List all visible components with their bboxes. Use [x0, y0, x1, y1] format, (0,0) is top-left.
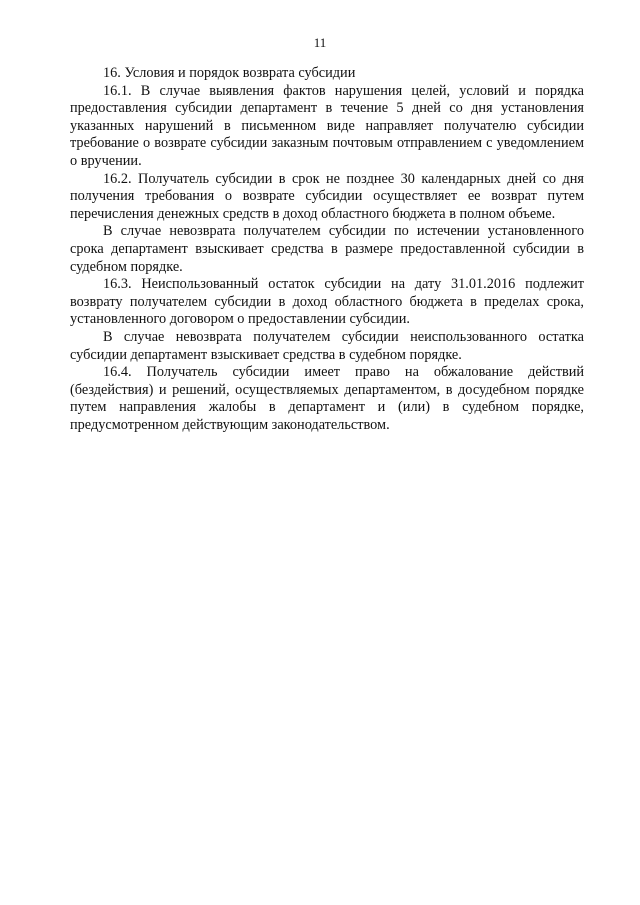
- page-number: 11: [313, 35, 327, 50]
- paragraph-16-4: 16.4. Получатель субсидии имеет право на обжалование действий (бездействия) и решений, осуществляемых департаментом, в досудебном порядке путем направления жалобы в департамент и (или) в судебном порядке, предусмотренном действующим законодательством.: [70, 364, 584, 433]
- paragraph-16-2-non-return: В случае невозврата получателем субсидии по истечении установленного срока департамент взыскивает средства в размере предоставленной субсидии в судебном порядке.: [70, 223, 584, 275]
- paragraph-16-3: 16.3. Неиспользованный остаток субсидии на дату 31.01.2016 подлежит возврату получателем субсидии в доход областного бюджета в пределах срока, установленного договором о предоставлении субсидии.: [70, 276, 584, 328]
- document-body: [70, 65, 584, 434]
- paragraph-16-3-non-return: В случае невозврата получателем субсидии неиспользованного остатка субсидии департамент взыскивает средства в судебном порядке.: [70, 328, 584, 363]
- section-heading: 16. Условия и порядок возврата субсидии: [103, 65, 356, 81]
- paragraph-16-2: 16.2. Получатель субсидии в срок не позднее 30 календарных дней со дня получения требования о возврате субсидии осуществляет ее возврат путем перечисления денежных средств в доход областного бюджета в полном объеме.: [70, 170, 584, 222]
- paragraph-16-1: 16.1. В случае выявления фактов нарушения целей, условий и порядка предоставления субсидии департамент в течение 5 дней со дня установления указанных нарушений в письменном виде направляет получателю субсидии требование о возврате субсидии заказным почтовым отправлением с уведомлением о вручении.: [70, 82, 584, 169]
